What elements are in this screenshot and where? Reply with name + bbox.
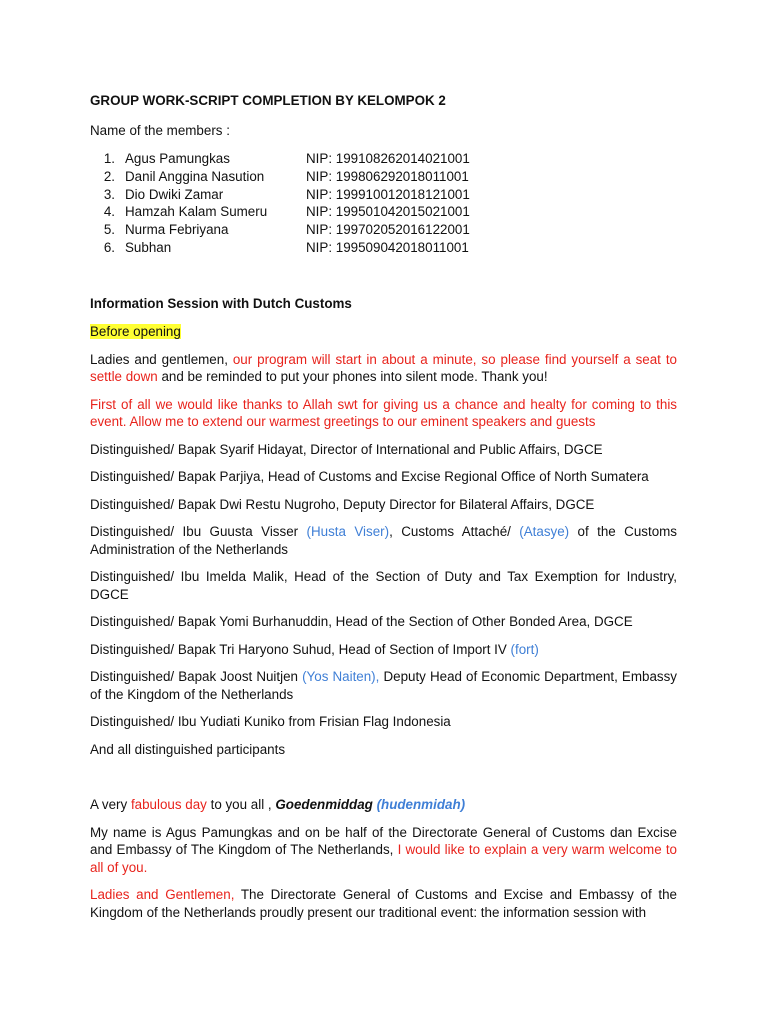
red-text-run: our program will start in about a minute, so please find yourself a seat to settle down: [90, 351, 677, 385]
member-nip: NIP: 199509042018011001: [306, 239, 469, 255]
text-run: to you all ,: [206, 797, 276, 813]
member-name: Subhan: [125, 239, 172, 255]
text-run: The Directorate General of Customs and Excise and Embassy of the Kingdom of the Netherlands proudly present our traditional event: the information session with: [90, 887, 677, 920]
member-nip: NIP: 199108262014021001: [306, 151, 470, 166]
document-title: GROUP WORK-SCRIPT COMPLETION BY KELOMPOK 2: [90, 93, 446, 108]
member-name: Dio Dwiki Zamar: [125, 186, 224, 202]
member-number: 3.: [103, 186, 115, 202]
greeting-line: [90, 796, 677, 814]
distinguished-line: Distinguished/ Bapak Syarif Hidayat, Director of International and Public Affairs, DGCE: [90, 441, 603, 457]
distinguished-line: [90, 668, 677, 703]
member-name: Nurma Febriyana: [125, 222, 229, 238]
members-label: Name of the members :: [90, 122, 230, 138]
distinguished-line: Distinguished/ Ibu Imelda Malik, Head of the Section of Duty and Tax Exemption for Industry, DGCE: [90, 569, 677, 602]
text-run: and be reminded to put your phones into silent mode. Thank you!: [157, 369, 548, 385]
before-opening-highlight: Before opening: [90, 324, 181, 340]
member-name: Danil Anggina Nasution: [125, 168, 265, 184]
list-item: [90, 239, 677, 257]
member-nip: NIP: 199910012018121001: [306, 186, 470, 202]
paragraph-opening: [90, 351, 677, 386]
text-run: Distinguished/ Ibu Guusta Visser: [90, 524, 307, 540]
member-nip: NIP: 199501042015021001: [306, 204, 470, 220]
member-number: 4.: [103, 204, 115, 220]
paragraph-introduction: [90, 824, 677, 877]
dutch-greeting: Goedenmiddag: [275, 797, 373, 813]
red-text-run: fabulous day: [130, 797, 207, 813]
list-item: [90, 168, 677, 186]
distinguished-line: [90, 523, 677, 558]
text-run: Distinguished/ Bapak Tri Haryono Suhud, Head of Section of Import IV: [90, 641, 511, 657]
member-name: Hamzah Kalam Sumeru: [125, 204, 268, 220]
pronunciation-note: (Atasye): [519, 524, 570, 540]
members-list: [90, 150, 677, 257]
text-run: , Customs Attaché/: [389, 524, 520, 540]
distinguished-line: Distinguished/ Ibu Yudiati Kuniko from Frisian Flag Indonesia: [90, 714, 451, 730]
member-name: Agus Pamungkas: [125, 151, 230, 166]
list-item: [90, 221, 677, 239]
red-text-run: I would like to explain a very warm welcome to all of you.: [90, 842, 677, 875]
member-number: 1.: [103, 151, 115, 166]
pronunciation-note: (hudenmidah): [376, 797, 466, 813]
pronunciation-note: (fort): [510, 641, 539, 657]
section-title: Information Session with Dutch Customs: [90, 295, 352, 311]
paragraph-event: [90, 886, 677, 921]
list-item: [90, 186, 677, 204]
member-number: 5.: [103, 222, 115, 238]
text-run: A very: [90, 797, 131, 813]
document-page: [90, 92, 677, 921]
pronunciation-note: (Yos Naiten),: [302, 669, 380, 685]
paragraph-thanks: First of all we would like thanks to Allah swt for giving us a chance and healty for coming to this event. Allow me to extend our warmest greetings to our eminent speakers and guests: [90, 396, 677, 430]
distinguished-line: Distinguished/ Bapak Parjiya, Head of Customs and Excise Regional Office of North Sumatera: [90, 469, 649, 485]
red-text-run: Ladies and Gentlemen,: [90, 887, 235, 903]
distinguished-line: And all distinguished participants: [90, 741, 286, 757]
list-item: [90, 203, 677, 221]
distinguished-line: [90, 641, 677, 659]
text-run: Deputy Head of Economic Department, Embassy of the Kingdom of the Netherlands: [90, 669, 677, 702]
text-run: Distinguished/ Bapak Joost Nuitjen: [90, 669, 303, 685]
distinguished-line: Distinguished/ Bapak Yomi Burhanuddin, Head of the Section of Other Bonded Area, DGCE: [90, 614, 633, 630]
text-run: My name is Agus Pamungkas and on be half of the Directorate General of Customs dan Excise and Embassy of The Kingdom of The Netherlands,: [90, 824, 677, 858]
pronunciation-note: (Husta Viser): [306, 524, 390, 540]
text-run: of the Customs Administration of the Netherlands: [90, 524, 677, 557]
member-number: 6.: [103, 239, 115, 255]
distinguished-line: Distinguished/ Bapak Dwi Restu Nugroho, Deputy Director for Bilateral Affairs, DGCE: [90, 496, 595, 512]
list-item: [90, 150, 677, 168]
text-run: Ladies and gentlemen,: [90, 351, 233, 367]
member-nip: NIP: 199806292018011001: [306, 168, 469, 184]
member-nip: NIP: 199702052016122001: [306, 222, 470, 238]
member-number: 2.: [103, 168, 115, 184]
